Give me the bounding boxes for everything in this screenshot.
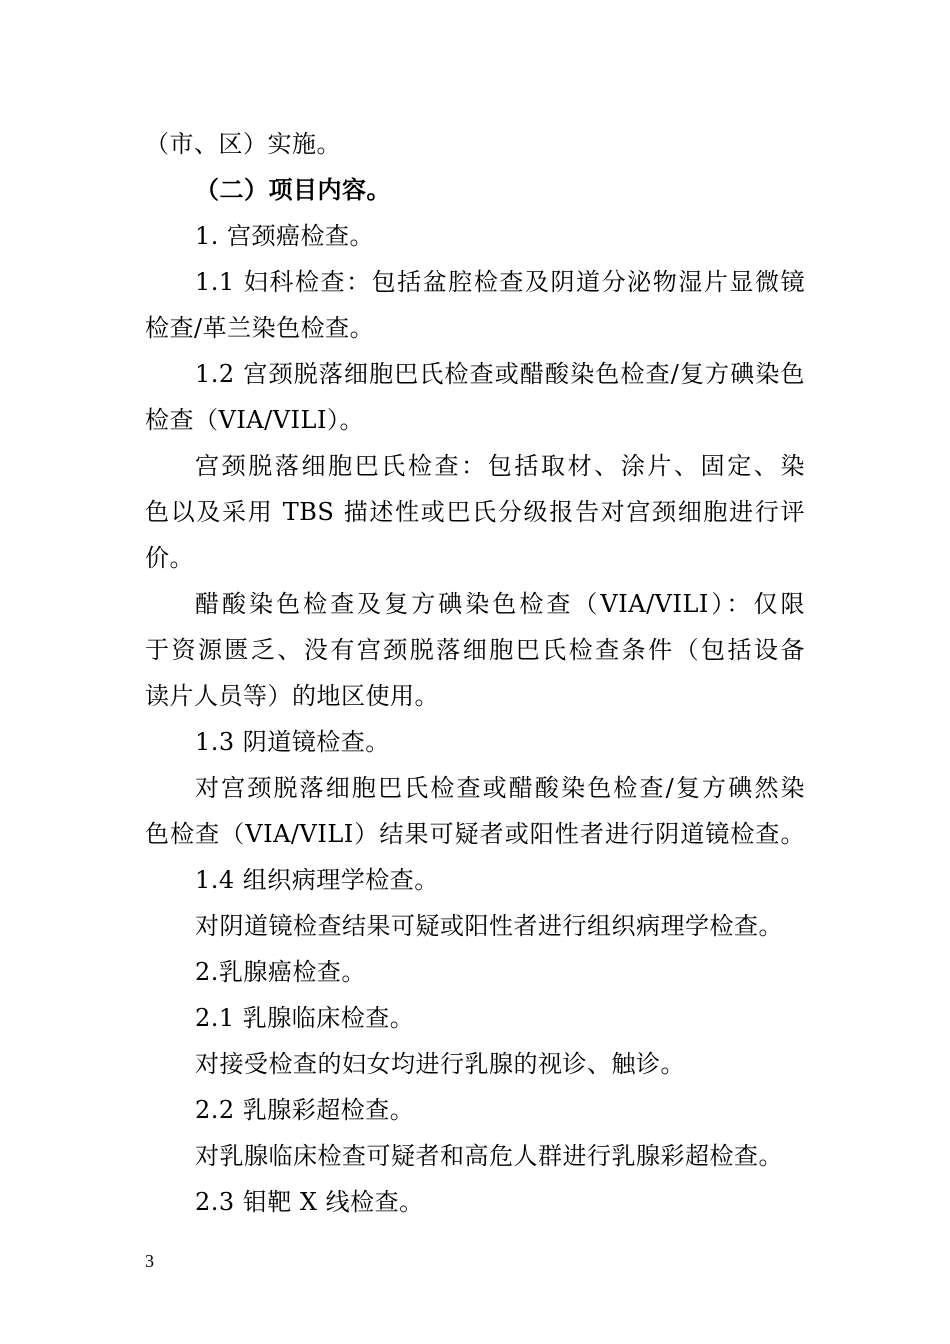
text-line: 色检查（VIA/VILI）结果可疑者或阳性者进行阴道镜检查。 xyxy=(145,820,805,848)
text-line: 读片人员等）的地区使用。 xyxy=(145,682,439,710)
text-line: 检查（VIA/VILI）。 xyxy=(145,406,364,434)
text-line: 1.1 妇科检查：包括盆腔检查及阴道分泌物湿片显微镜 xyxy=(195,268,805,296)
text-line: 对阴道镜检查结果可疑或阳性者进行组织病理学检查。 xyxy=(195,912,783,940)
item-heading: 2.1 乳腺临床检查。 xyxy=(195,1004,415,1032)
item-heading: 2.3 钼靶 X 线检查。 xyxy=(195,1188,424,1216)
text-line: 醋酸染色检查及复方碘染色检查（VIA/VILI）：仅限 xyxy=(195,590,805,618)
text-line: 价。 xyxy=(145,544,194,572)
text-line: 色以及采用 TBS 描述性或巴氏分级报告对宫颈细胞进行评 xyxy=(145,498,805,526)
item-heading: 2.2 乳腺彩超检查。 xyxy=(195,1096,415,1124)
text-line: 检查/革兰染色检查。 xyxy=(145,314,375,342)
text-line: 对宫颈脱落细胞巴氏检查或醋酸染色检查/复方碘然染 xyxy=(195,774,805,802)
text-line: 对乳腺临床检查可疑者和高危人群进行乳腺彩超检查。 xyxy=(195,1142,783,1170)
text-line: 于资源匮乏、没有宫颈脱落细胞巴氏检查条件（包括设备 xyxy=(145,636,805,664)
section-heading: （二）项目内容。 xyxy=(195,175,391,204)
item-heading: 1.4 组织病理学检查。 xyxy=(195,866,439,894)
page-number: 3 xyxy=(145,1251,154,1271)
text-line: （市、区）实施。 xyxy=(145,130,341,158)
text-line: 对接受检查的妇女均进行乳腺的视诊、触诊。 xyxy=(195,1050,685,1078)
item-heading: 1.3 阴道镜检查。 xyxy=(195,728,390,756)
item-heading: 1. 宫颈癌检查。 xyxy=(195,222,375,250)
text-line: 宫颈脱落细胞巴氏检查：包括取材、涂片、固定、染 xyxy=(195,452,805,480)
text-line: 1.2 宫颈脱落细胞巴氏检查或醋酸染色检查/复方碘染色 xyxy=(195,360,805,388)
item-heading: 2.乳腺癌检查。 xyxy=(195,958,366,986)
